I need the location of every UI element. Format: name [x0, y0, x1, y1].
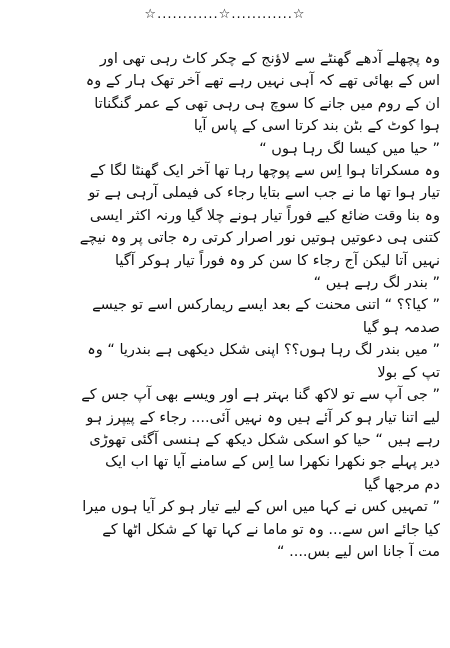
dialogue-line: ” بندر لگ رہے ہیں “	[313, 275, 440, 292]
text-line: ہوا کوٹ کے بٹن بند کرتا اسی کے پاس آیا	[193, 118, 440, 135]
text-line: وہ مسکراتا ہوا اِس سے پوچھا رہا تھا آخر ایک گھنٹا لگا کے	[89, 163, 440, 180]
text-line: اس کے بھائی تھے کہ آہی نہیں رہے تھے آخر تھک ہار کے وہ	[85, 73, 440, 90]
dialogue-line: ” کیا؟؟ “ اتنی محنت کے بعد ایسے ریمارکس اسے تو جیسے	[92, 297, 440, 314]
text-line: لیے اتنا تیار ہو کر آئے ہیں وہ نہیں آئی.... رجاء کے پیپرز ہو	[86, 409, 440, 426]
text-line: ان کے روم میں جانے کا سوچ ہی رہی تھی کے عمر گنگناتا	[94, 95, 440, 112]
text-line: نہیں آتا لیکن آج رجاء کا سن کر وہ فوراً تیار ہوکر آگیا	[115, 252, 440, 269]
text-line: مت آ جانا اس لیے بس.... “	[276, 543, 440, 560]
text-line: وہ بنا وقت ضائع کیے فوراً تیار ہونے چلا گیا ورنہ اکثر ایسی	[89, 207, 440, 224]
text-line: دم مرجھا گیا	[363, 476, 440, 493]
text-line: صدمہ ہو گیا	[362, 319, 440, 336]
text-line: وہ پچھلے آدھے گھنٹے سے لاؤنج کے چکر کاٹ رہی تھی اور	[99, 51, 440, 67]
section-divider: ☆............☆............☆	[144, 7, 306, 22]
dialogue-line: ” جی آپ سے تو لاکھ گنا بہتر ہے اور ویسے بھی آپ جس کے	[81, 387, 440, 404]
dialogue-line: ” تمہیں کس نے کہا میں اس کے لیے تیار ہو کر آیا ہوں میرا	[82, 499, 440, 516]
dialogue-line: ” میں بندر لگ رہا ہوں؟؟ اپنی شکل دیکھی ہے بندریا “ وہ	[87, 342, 440, 359]
text-line: تپ کے بولا	[377, 364, 440, 381]
dialogue-line: ” حیا میں کیسا لگ رہا ہوں “	[259, 140, 440, 157]
text-line: کتنی ہی دعوتیں ہوتیں نور اصرار کرتی رہ جاتی پر وہ نیچے	[79, 230, 440, 247]
text-line: کیا جائے اس سے... وہ تو ماما نے کہا تھا کے شکل اٹھا کے	[102, 521, 440, 538]
text-line: رہے ہیں “ حیا کو اسکی شکل دیکھ کے ہنسی آگئی تھوڑی	[89, 431, 440, 448]
text-line: دیر پہلے جو نکھرا نکھرا سا اِس کے سامنے آیا تھا اب ایک	[105, 454, 440, 471]
story-text	[10, 48, 440, 563]
text-line: تیار ہوا تھا ما نے جب اسے بتایا رجاء کی فیملی آرہی ہے تو	[88, 185, 440, 202]
